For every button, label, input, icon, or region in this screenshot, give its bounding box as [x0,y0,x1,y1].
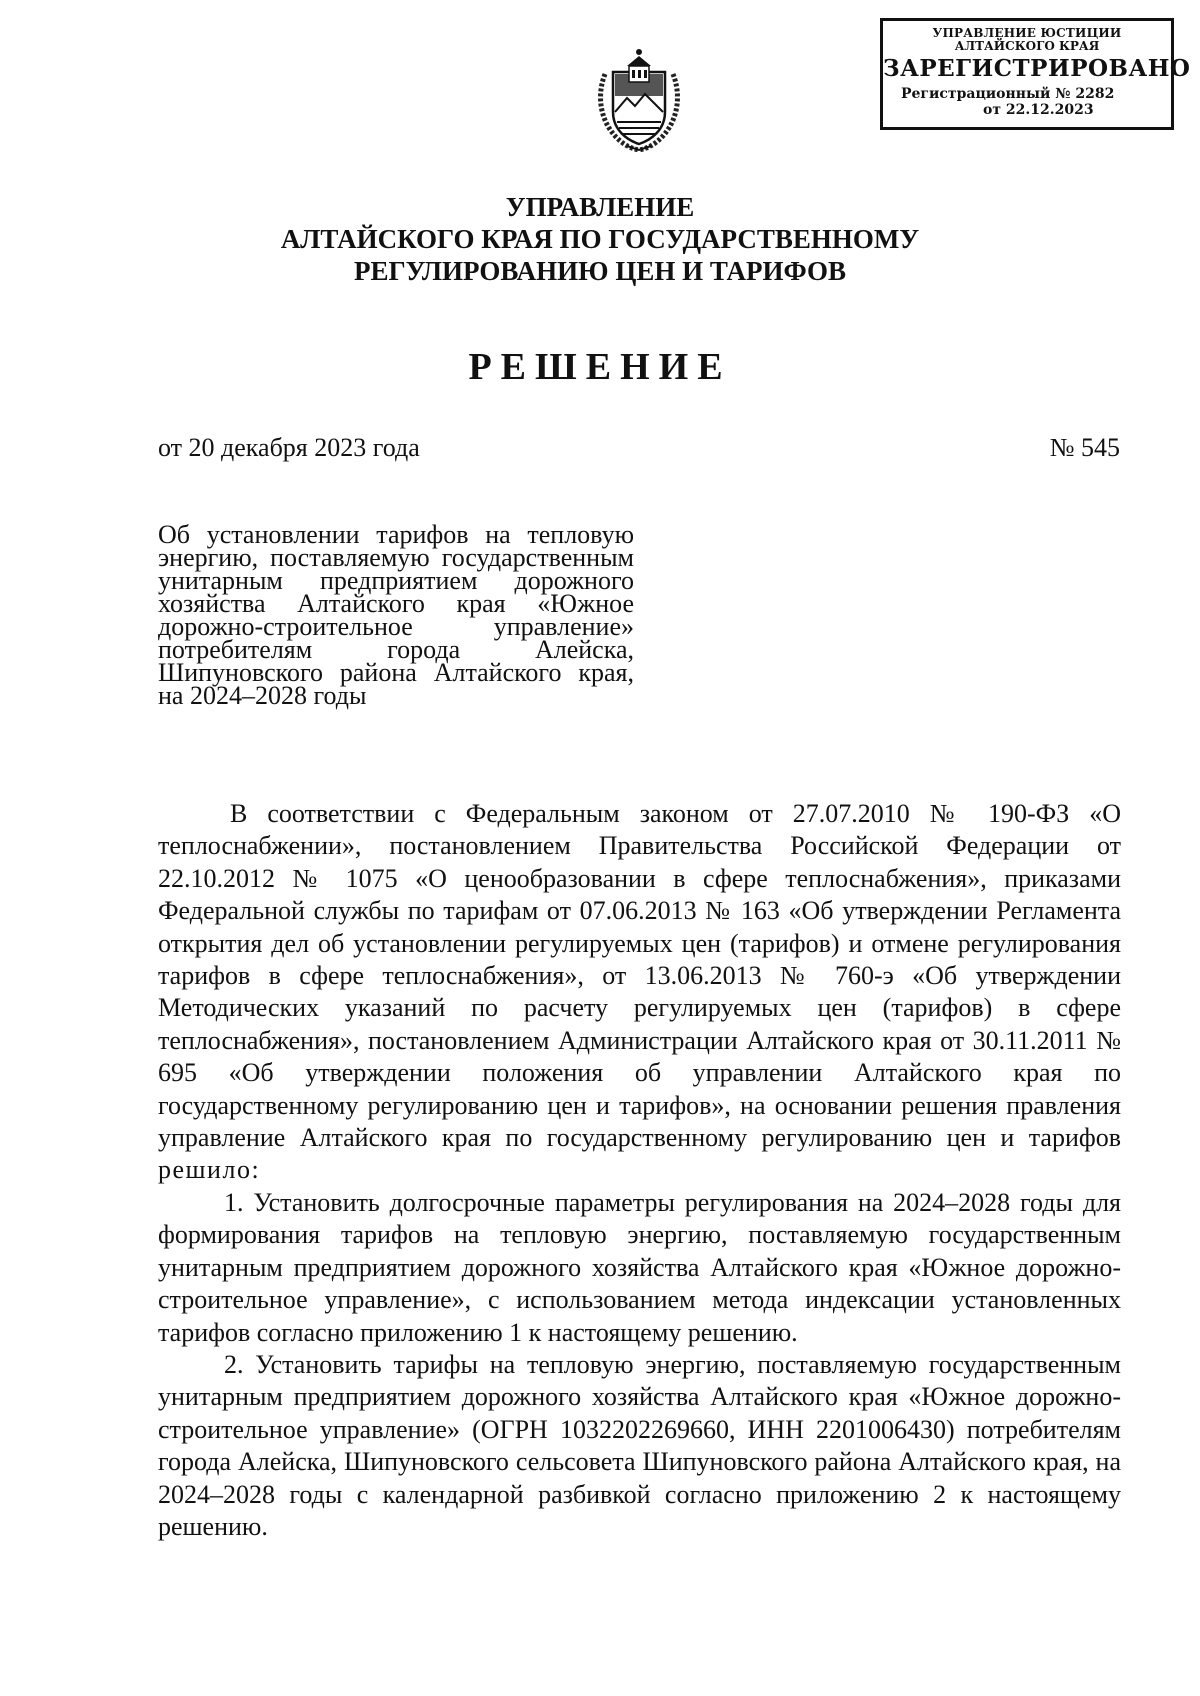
stamp-reg-number: Регистрационный № 2282 [901,86,1115,102]
issuing-authority [150,191,1050,287]
item-1-paragraph: 1. Установить долгосрочные параметры регулирования на 2024–2028 годы для формирования тарифов на тепловую энергию, поставляемую государственным унитарным предприятием дорожного хозяйства Алтайского края «Южное дорожно-строительное управление», с использованием метода индексации установленных тарифов согласно приложению 1 к настоящему решению. [158,1187,1121,1347]
registration-stamp [880,18,1191,130]
preamble-paragraph [158,798,1121,1187]
document-type-title: РЕШЕНИЕ [468,346,732,388]
document-date: от 20 декабря 2023 года [158,433,420,462]
org-line1: УПРАВЛЕНИЕ [505,192,695,222]
coat-of-arms-emblem [591,46,687,152]
stamp-status: ЗАРЕГИСТРИРОВАНО [883,55,1191,82]
stamp-reg-date: от 22.12.2023 [983,102,1094,118]
item-2-paragraph: 2. Установить тарифы на тепловую энергию, поставляемую государственным унитарным предприятием дорожного хозяйства Алтайского края «Южное дорожно-строительное управление» (ОГРН 1032202269660, ИНН 2201006430) потребителям города Алейска, Шипуновского сельсовета Шипуновского района Алтайского края, на 2024–2028 годы с календарной разбивкой согласно приложению 2 к настоящему решению. [158,1349,1121,1541]
document-body [158,798,1121,1543]
org-line3: РЕГУЛИРОВАНИЮ ЦЕН И ТАРИФОВ [353,256,847,286]
stamp-authority-line1: УПРАВЛЕНИЕ ЮСТИЦИИ [932,26,1122,40]
document-subject: Об установлении тарифов на тепловую энергию, поставляемую государственным унитарным предприятием дорожного хозяйства Алтайского края «Южное дорожно-строительное управление» потребителям города Алейска, Шипуновского района Алтайского края, на 2024–2028 годы [158,520,634,710]
org-line2: АЛТАЙСКОГО КРАЯ ПО ГОСУДАРСТВЕННОМУ [280,224,920,254]
document-number: № 545 [1049,433,1120,462]
decided-word: решило: [158,1155,261,1185]
preamble-text: В соответствии с Федеральным законом от 27.07.2010 № 190-ФЗ «О теплоснабжении», постановлением Правительства Российской Федерации от 22.10.2012 № 1075 «О ценообразовании в сфере теплоснабжения», приказами Федеральной службы по тарифам от 07.06.2013 № 163 «Об утверждении Регламента открытия дел об установлении регулируемых цен (тарифов) и отмене регулирования тарифов в сфере теплоснабжения», от 13.06.2013 № 760-э «Об утверждении Методических указаний по расчету регулируемых цен (тарифов) в сфере теплоснабжения», постановлением Администрации Алтайского края от 30.11.2011 № 695 «Об утверждении положения об управлении Алтайского края по государственному регулированию цен и тарифов», на основании решения правления управление Алтайского края по государственному регулированию цен и тарифов [158,799,1121,1153]
stamp-authority-line2: АЛТАЙСКОГО КРАЯ [954,39,1100,53]
